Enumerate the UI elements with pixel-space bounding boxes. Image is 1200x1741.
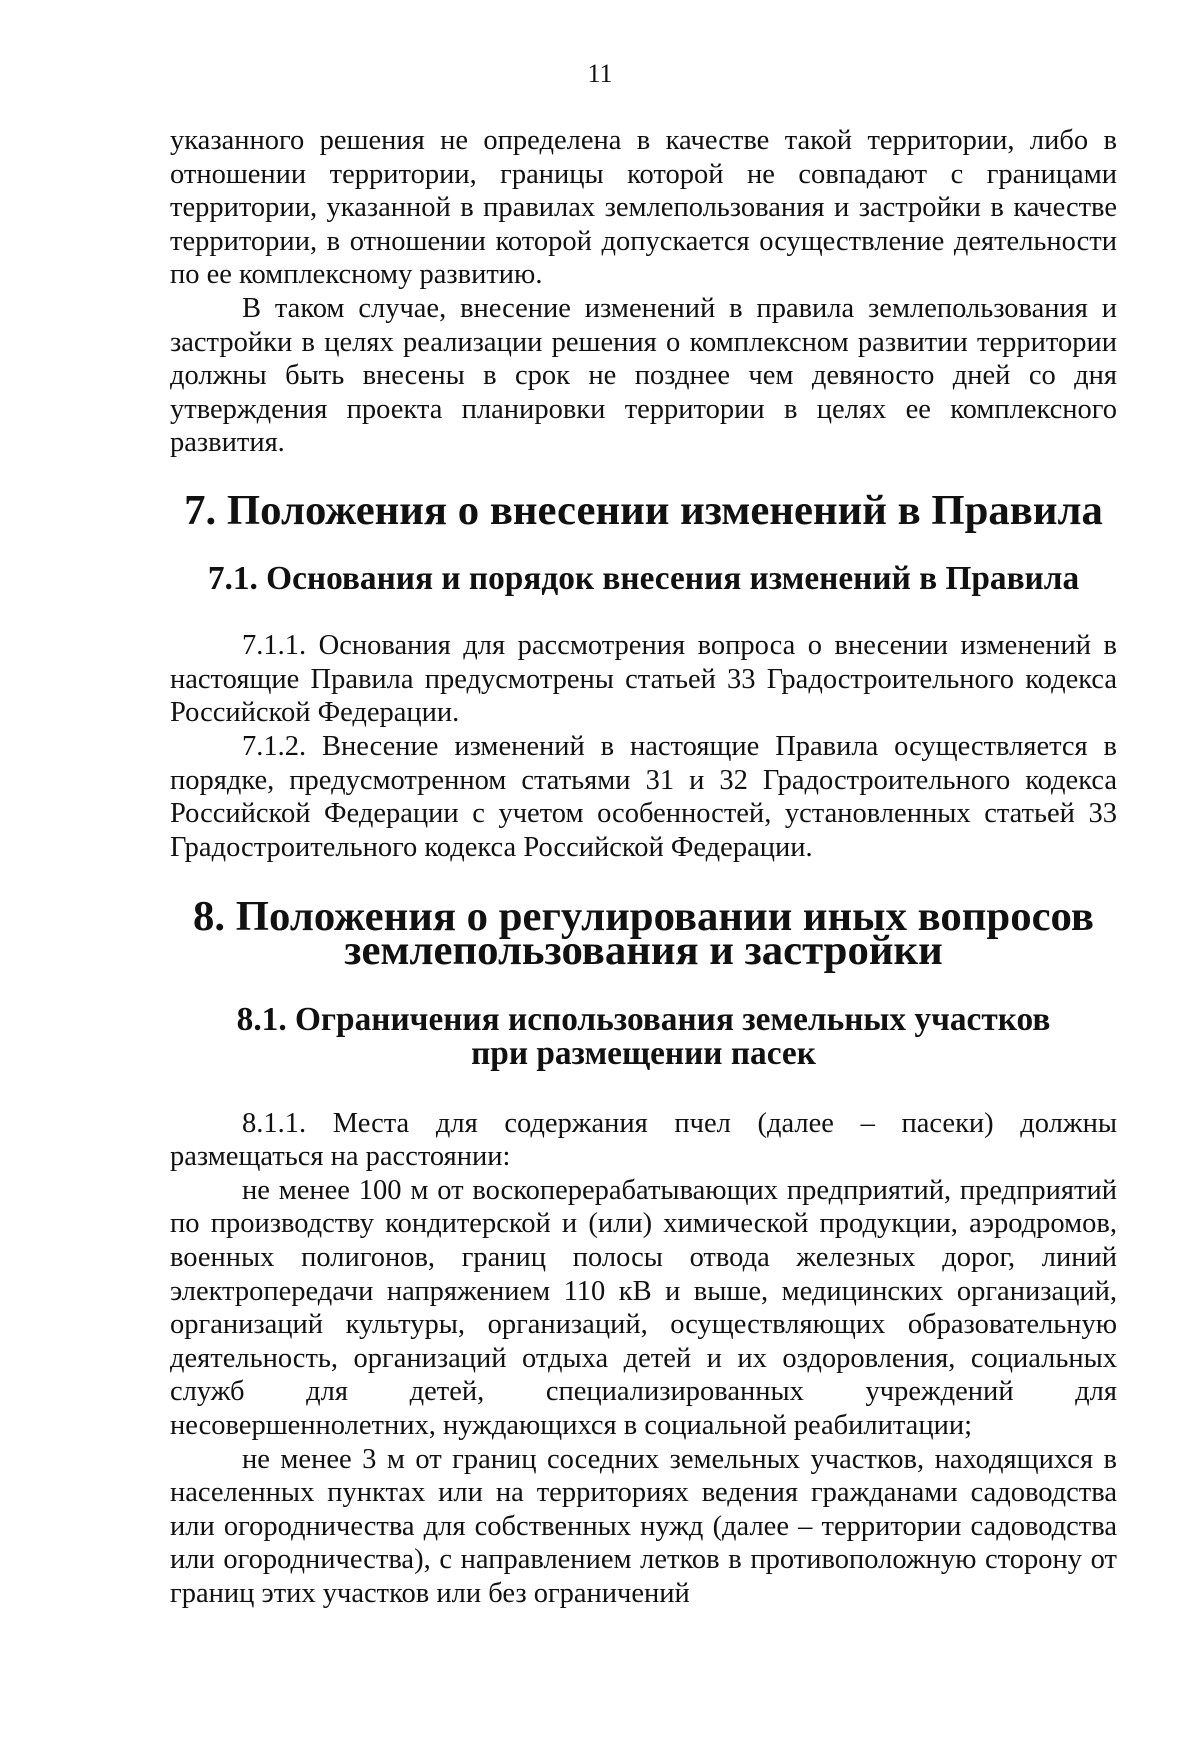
page-content xyxy=(170,124,1117,1611)
paragraph-7-1-1: 7.1.1. Основания для рассмотрения вопроса о внесении изменений в настоящие Правила предусмотрены статьей 33 Градостроительного кодекса Российской Федерации. xyxy=(170,630,1117,729)
paragraph-8-1-1-distance-3m: не менее 3 м от границ соседних земельных участков, находящихся в населенных пунктах или на территориях ведения гражданами садоводства или огородничества для собственных нужд (далее – территории садоводства или огородничества), с направлением летков в противоположную сторону от границ этих участков или без ограничений xyxy=(170,1443,1117,1609)
subsection-heading-8-1-line-1: 8.1. Ограничения использования земельных участков xyxy=(236,1001,1051,1039)
section-heading-8 xyxy=(170,893,1117,974)
section-heading-8-line-1: 8. Положения о регулировании иных вопросов xyxy=(193,893,1094,941)
page-number: 11 xyxy=(587,59,613,88)
subsection-heading-7-1: 7.1. Основания и порядок внесения изменений в Правила xyxy=(207,559,1080,597)
subsection-heading-8-1-line-2: при размещении пасек xyxy=(471,1035,816,1073)
section-heading-7: 7. Положения о внесении изменений в Правила xyxy=(184,486,1103,534)
paragraph-8-1-1: 8.1.1. Места для содержания пчел (далее – пасеки) должны размещаться на расстоянии: xyxy=(170,1107,1117,1173)
paragraph-8-1-1-distance-100m: не менее 100 м от воскоперерабатывающих предприятий, предприятий по производству кондитерской и (или) химической продукции, аэродромов, военных полигонов, границ полосы отвода железных дорог, линий электропередачи напряжением 110 кВ и выше, медицинских организаций, организаций культуры, организаций, осуществляющих образовательную деятельность, организаций отдыха детей и их оздоровления, социальных служб для детей, специализированных учреждений для несовершеннолетних, нуждающихся в социальной реабилитации; xyxy=(170,1174,1117,1441)
paragraph-continuation: указанного решения не определена в качестве такой территории, либо в отношении территории, границы которой не совпадают с границами территории, указанной в правилах землепользования и застройки в качестве территории, в отношении которой допускается осуществление деятельности по ее комплексному развитию. xyxy=(170,125,1117,291)
paragraph-amendment-deadline: В таком случае, внесение изменений в правила землепользования и застройки в целях реализации решения о комплексном развитии территории должны быть внесены в срок не позднее чем девяносто дней со дня утверждения проекта планировки территории в целях ее комплексного развития. xyxy=(170,292,1117,459)
subsection-heading-8-1 xyxy=(170,1001,1117,1073)
paragraph-7-1-2: 7.1.2. Внесение изменений в настоящие Правила осуществляется в порядке, предусмотренном статьями 31 и 32 Градостроительного кодекса Российской Федерации с учетом особенностей, установленных статьей 33 Градостроительного кодекса Российской Федерации. xyxy=(170,730,1117,863)
section-heading-8-line-2: землепользования и застройки xyxy=(344,926,943,974)
